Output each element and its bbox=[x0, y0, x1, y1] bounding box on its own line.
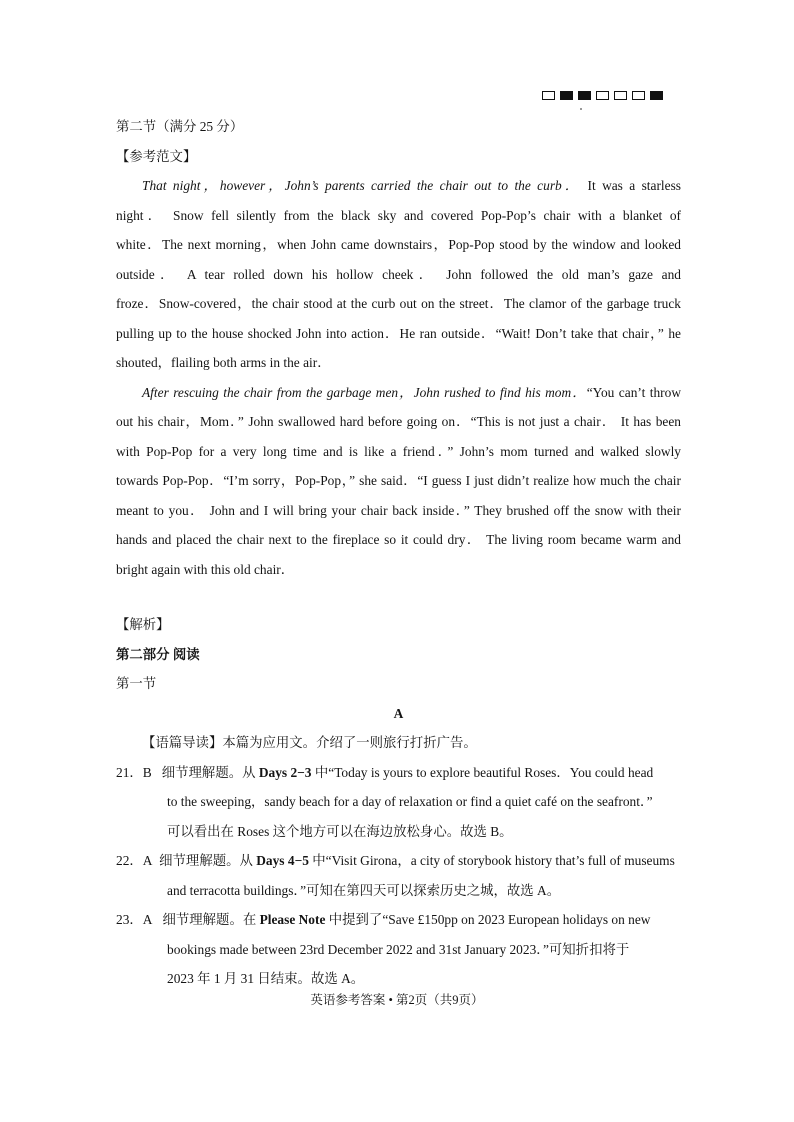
essay-line: white．The next morning，when John came downstairs，Pop-Pop stood by the window and looked bbox=[116, 237, 681, 252]
outline-box-icon bbox=[614, 91, 627, 100]
passage-guide bbox=[116, 728, 681, 758]
section2-title: 第二节（满分 25 分） bbox=[116, 119, 244, 134]
question-text: 中“Today is yours to explore beautiful Roses．You could head bbox=[314, 764, 654, 780]
passage-label: A bbox=[393, 705, 404, 721]
essay-line: night． Snow fell silently from the black sky and covered Pop-Pop’s chair with a blanket of bbox=[116, 207, 681, 223]
reference-label: 【参考范文】 bbox=[116, 148, 197, 164]
part2-title: 第二部分 阅读 bbox=[116, 646, 200, 662]
question-line: bookings made between 23rd December 2022 and 31st January 2023．”可知折扣将于 bbox=[167, 941, 630, 957]
question-number: 23．A bbox=[116, 912, 153, 927]
filled-box-icon bbox=[650, 91, 663, 100]
question-number: 22．A bbox=[116, 853, 153, 868]
essay-text: “You can’t throw bbox=[586, 384, 681, 400]
question-type: 细节理解题。从 bbox=[161, 764, 256, 780]
analysis-label: 【解析】 bbox=[116, 617, 170, 632]
question-type: 细节理解题。在 bbox=[162, 912, 257, 927]
guide-text: 本篇为应用文。介绍了一则旅行打折广告。 bbox=[222, 735, 477, 750]
question-keyword: Please Note bbox=[259, 912, 326, 927]
question-line bbox=[116, 905, 681, 935]
scan-dot bbox=[580, 108, 582, 110]
outline-box-icon bbox=[596, 91, 609, 100]
filled-box-icon bbox=[560, 91, 573, 100]
essay-opening-sentence: That night，however，John’s parents carried the chair out to the curb． bbox=[142, 178, 582, 193]
question-number: 21．B bbox=[116, 764, 152, 780]
essay-line bbox=[116, 171, 681, 201]
essay-line: towards Pop-Pop．“I’m sorry，Pop-Pop，” she said．“I guess I just didn’t realize how much the chair bbox=[116, 473, 681, 488]
essay-line: pulling up to the house shocked John into action．He ran outside．“Wait! Don’t take that chair，” he bbox=[116, 325, 681, 341]
answer-page bbox=[116, 112, 681, 994]
question-line bbox=[116, 846, 681, 876]
filled-box-icon bbox=[578, 91, 591, 100]
question-21 bbox=[116, 758, 681, 847]
essay-line: outside． A tear rolled down his hollow cheek． John followed the old man’s gaze and bbox=[116, 266, 681, 282]
question-keyword: Days 4−5 bbox=[256, 853, 309, 868]
question-keyword: Days 2−3 bbox=[258, 764, 312, 780]
question-line bbox=[116, 758, 681, 788]
question-text: 中“Visit Girona，a city of storybook history that’s full of museums bbox=[312, 853, 675, 868]
question-line: 2023 年 1 月 31 日结束。故选 A。 bbox=[167, 971, 365, 986]
guide-label: 【语篇导读】 bbox=[142, 735, 223, 750]
essay-line: bright again with this old chair． bbox=[116, 561, 295, 577]
header-marks bbox=[542, 91, 663, 100]
essay-line: froze．Snow-covered，the chair stood at the curb out on the street．The clamor of the garbage truck bbox=[116, 296, 681, 311]
question-line: to the sweeping，sandy beach for a day of relaxation or find a quiet café on the seafront．” bbox=[167, 794, 653, 809]
essay-paragraph-2 bbox=[116, 378, 681, 585]
outline-box-icon bbox=[632, 91, 645, 100]
outline-box-icon bbox=[542, 91, 555, 100]
question-22 bbox=[116, 846, 681, 905]
page-footer: 英语参考答案 • 第2页（共9页） bbox=[310, 993, 484, 1007]
essay-line: meant to you． John and I will bring your chair back inside．” They brushed off the snow with their bbox=[116, 502, 681, 518]
essay-paragraph-1 bbox=[116, 171, 681, 378]
essay-text: It was a starless bbox=[581, 178, 681, 193]
essay-line bbox=[116, 378, 681, 408]
essay-line: with Pop-Pop for a very long time and is like a friend．” John’s mom turned and walked slowly bbox=[116, 443, 681, 459]
question-line: 可以看出在 Roses 这个地方可以在海边放松身心。故选 B。 bbox=[167, 823, 513, 839]
section1-title: 第一节 bbox=[116, 676, 157, 691]
question-23 bbox=[116, 905, 681, 994]
question-text: 中提到了“Save £150pp on 2023 European holidays on new bbox=[328, 912, 651, 927]
essay-line: shouted，flailing both arms in the air． bbox=[116, 355, 331, 370]
question-line: and terracotta buildings．”可知在第四天可以探索历史之城，故选 A。 bbox=[167, 882, 561, 898]
essay-opening-sentence: After rescuing the chair from the garbage men，John rushed to find his mom． bbox=[142, 384, 587, 400]
essay-line: out his chair，Mom．” John swallowed hard before going on．“This is not just a chair． It has been bbox=[116, 414, 681, 429]
question-type: 细节理解题。从 bbox=[159, 853, 253, 868]
essay-line: hands and placed the chair next to the fireplace so it could dry． The living room became warm and bbox=[116, 532, 681, 547]
